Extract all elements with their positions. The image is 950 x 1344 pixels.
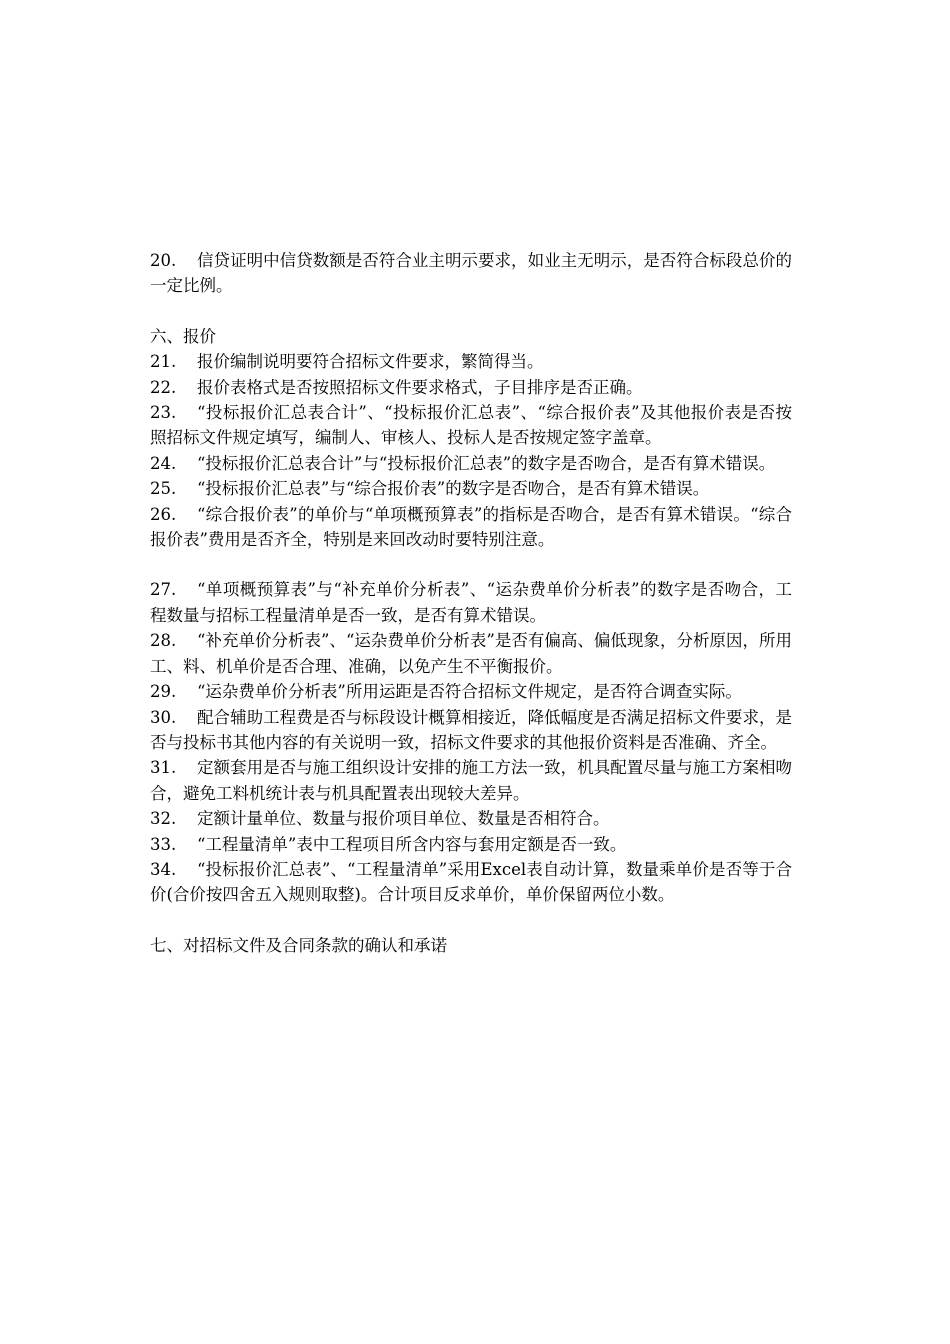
list-item-25 [150,476,792,501]
list-item-34 [150,857,792,908]
section-heading-6: 六、报价 [150,326,216,346]
list-item-22 [150,375,792,400]
list-item-27 [150,577,792,628]
list-item-32 [150,806,792,831]
item-text: “单项概预算表”与“补充单价分析表”、“运杂费单价分析表”的数字是否吻合，工程数量与招标工程量清单是否一致，是否有算术错误。 [150,580,792,625]
item-number: 27. [150,580,177,600]
item-text: “运杂费单价分析表”所用运距是否符合招标文件规定，是否符合调查实际。 [197,682,742,702]
list-item-30 [150,705,792,756]
list-item-23 [150,400,792,451]
document-page [150,248,792,958]
list-item-31 [150,755,792,806]
item-number: 21. [150,352,177,372]
item-text: “投标报价汇总表”、“工程量清单”采用Excel表自动计算，数量乘单价是否等于合价(合价按四舍五入规则取整)。合计项目反求单价，单价保留两位小数。 [150,859,792,905]
list-item-33 [150,832,792,857]
paragraph-gap [150,552,792,577]
item-text: “投标报价汇总表合计”、“投标报价汇总表”、“综合报价表”及其他报价表是否按照招标文件规定填写，编制人、审核人、投标人是否按规定签字盖章。 [150,403,792,448]
list-item-26 [150,502,792,553]
item-text: “综合报价表”的单价与“单项概预算表”的指标是否吻合，是否有算术错误。“综合报价表”费用是否齐全，特别是来回改动时要特别注意。 [150,504,792,550]
item-number: 34. [150,859,177,879]
item-text: “补充单价分析表”、“运杂费单价分析表”是否有偏高、偏低现象，分析原因，所用工、料、机单价是否合理、准确，以免产生不平衡报价。 [150,631,792,676]
item-text: “工程量清单”表中工程项目所含内容与套用定额是否一致。 [197,834,627,854]
item-text: “投标报价汇总表”与“综合报价表”的数字是否吻合，是否有算术错误。 [197,479,710,499]
item-text: 报价表格式是否按照招标文件要求格式，子目排序是否正确。 [197,377,643,397]
item-number: 26. [150,504,177,524]
item-number: 32. [150,809,177,829]
item-number: 28. [150,631,177,651]
paragraph-gap [150,908,792,933]
item-number: 24. [150,453,177,473]
item-number: 31. [150,758,177,778]
list-item-21 [150,349,792,374]
list-item-28 [150,628,792,679]
item-number: 33. [150,834,177,854]
item-number: 29. [150,682,177,702]
section-heading-7: 七、对招标文件及合同条款的确认和承诺 [150,935,447,955]
item-text: 信贷证明中信贷数额是否符合业主明示要求，如业主无明示，是否符合标段总价的一定比例。 [150,251,792,296]
item-text: “投标报价汇总表合计”与“投标报价汇总表”的数字是否吻合，是否有算术错误。 [197,453,776,473]
item-number: 23. [150,403,177,423]
list-item-24 [150,451,792,476]
item-number: 22. [150,377,177,397]
item-number: 20. [150,251,177,270]
item-number: 25. [150,479,177,499]
list-item-29 [150,679,792,704]
paragraph-gap [150,299,792,324]
item-text: 配合辅助工程费是否与标段设计概算相接近，降低幅度是否满足招标文件要求，是否与投标书其他内容的有关说明一致，招标文件要求的其他报价资料是否准确、齐全。 [150,707,792,752]
item-text: 报价编制说明要符合招标文件要求，繁简得当。 [197,352,544,372]
item-number: 30. [150,707,177,727]
item-text: 定额计量单位、数量与报价项目单位、数量是否相符合。 [197,809,610,829]
list-item-20 [150,248,792,299]
item-text: 定额套用是否与施工组织设计安排的施工方法一致，机具配置尽量与施工方案相吻合，避免工料机统计表与机具配置表出现较大差异。 [150,758,792,803]
